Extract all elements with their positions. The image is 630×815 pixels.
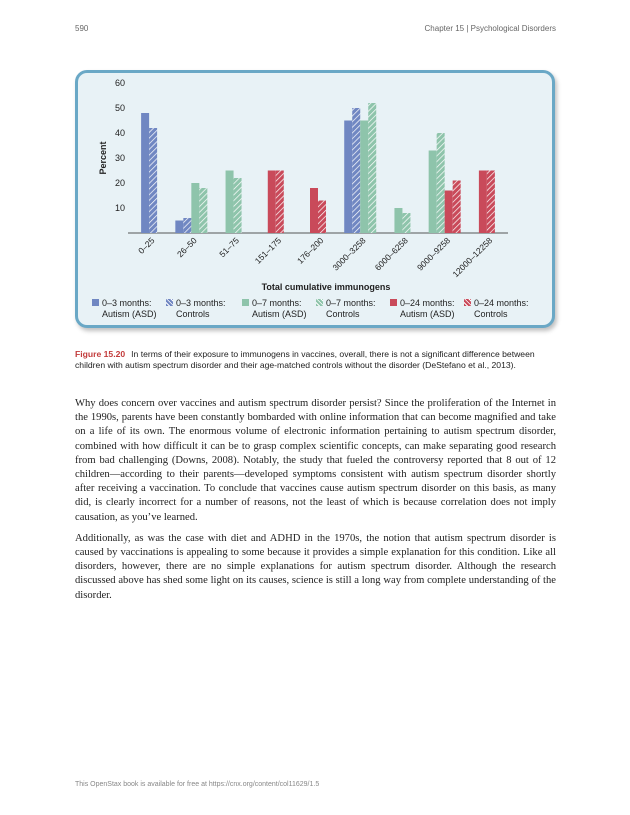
legend-label-line1: 0–7 months: — [252, 298, 302, 308]
legend-label-line2: Autism (ASD) — [102, 309, 157, 319]
legend-swatch — [242, 299, 249, 306]
bar-4-5 — [318, 201, 326, 234]
page-number: 590 — [75, 24, 89, 33]
y-tick-label: 40 — [114, 128, 125, 138]
bar-7-3 — [437, 133, 445, 233]
bar-5-1 — [352, 108, 360, 233]
bar-5-2 — [360, 121, 368, 234]
x-tick-label: 3000–3258 — [330, 235, 368, 273]
bar-6-2 — [394, 208, 402, 233]
x-tick-label: 9000–9258 — [414, 235, 453, 273]
legend-swatch — [390, 299, 397, 306]
legend-label-line1: 0–24 months: — [474, 298, 529, 308]
bar-2-3 — [234, 178, 242, 233]
bar-2-2 — [226, 171, 234, 234]
legend-label-line2: Autism (ASD) — [400, 309, 455, 319]
figure-panel — [75, 70, 555, 328]
legend-label-line2: Autism (ASD) — [252, 309, 307, 319]
legend-label-line1: 0–3 months: — [102, 298, 152, 308]
y-tick-label: 30 — [114, 153, 125, 163]
body-paragraph: Additionally, as was the case with diet and ADHD in the 1970s, the notion that autism spectrum disorder is caused by vaccinations is appealing to some because it provides a simple explanation for this condition. Like all disorders, however, there are no simple explanations for autism spectrum disorder. Although the research discussed above has shed some light on its causes, science is still a long way from complete understanding of the disorder. — [75, 532, 556, 601]
legend-item — [390, 298, 470, 320]
y-tick-label: 50 — [114, 103, 125, 113]
x-tick-label: 0–25 — [136, 235, 157, 256]
legend-label-line2: Controls — [326, 309, 360, 319]
legend-item — [92, 298, 172, 320]
legend-item — [242, 298, 322, 320]
legend-label-line1: 0–7 months: — [326, 298, 376, 308]
x-axis-label: Total cumulative immunogens — [261, 282, 391, 292]
legend-label-line2: Controls — [176, 309, 210, 319]
bar-3-4 — [268, 171, 276, 234]
y-axis-label: Percent — [98, 141, 108, 175]
bar-5-0 — [344, 121, 352, 234]
legend-label-line1: 0–24 months: — [400, 298, 455, 308]
body-text — [75, 397, 556, 610]
page-footer: This OpenStax book is available for free at https://cnx.org/content/col11629/1.5 — [75, 781, 320, 788]
chapter-title: Chapter 15 | Psychological Disorders — [424, 24, 556, 33]
bar-0-1 — [149, 128, 157, 233]
x-tick-label: 12000–12258 — [450, 235, 495, 280]
legend-item — [464, 298, 544, 320]
legend-label-line2: Controls — [474, 309, 508, 319]
x-tick-label: 6000–6258 — [372, 235, 410, 273]
bar-1-3 — [199, 188, 207, 233]
bar-7-5 — [453, 181, 461, 234]
legend-item — [316, 298, 396, 320]
y-tick-label: 10 — [114, 203, 125, 213]
bar-7-2 — [429, 151, 437, 234]
legend-swatch — [92, 299, 99, 306]
figure-number: Figure 15.20 — [75, 349, 126, 359]
bar-0-0 — [141, 113, 149, 233]
legend-item — [166, 298, 246, 320]
caption-text: In terms of their exposure to immunogens in vaccines, overall, there is not a significant difference between children with autism spectrum disorder and their age-matched controls without the disorder (DeStefano et al., 2013). — [75, 349, 535, 370]
x-tick-label: 51–75 — [217, 235, 241, 260]
bar-8-5 — [487, 171, 495, 234]
y-tick-label: 60 — [114, 78, 125, 88]
bar-1-0 — [175, 221, 183, 234]
x-tick-label: 176–200 — [294, 235, 326, 266]
bar-3-5 — [276, 171, 284, 234]
bar-1-2 — [191, 183, 199, 233]
legend-swatch — [464, 299, 471, 306]
y-tick-label: 20 — [114, 178, 125, 188]
legend-swatch — [166, 299, 173, 306]
figure-caption — [75, 349, 555, 371]
body-paragraph: Why does concern over vaccines and autism spectrum disorder persist? Since the proliferation of the Internet in the 1990s, parents have been constantly bombarded with online information that can become magnified and take on a life of its own. The enormous volume of electronic information pertaining to autism spectrum disorder, combined with how difficult it can be to grasp complex scientific concepts, can make separating good research from bad challenging (Downs, 2008). Notably, the study that fueled the controversy reported that 8 out of 12 children—according to their parents—developed symptoms consistent with autism spectrum disorder shortly after receiving a vaccination. To conclude that vaccines cause autism spectrum disorder on this basis, as many did, is clearly incorrect for a number of reasons, not the least of which is because correlation does not imply causation, as you’ve learned. — [75, 398, 556, 523]
bar-1-1 — [183, 218, 191, 233]
bar-chart — [78, 73, 552, 295]
legend-swatch — [316, 299, 323, 306]
x-tick-label: 151–175 — [252, 235, 284, 266]
bar-5-3 — [368, 103, 376, 233]
bar-4-4 — [310, 188, 318, 233]
bar-7-4 — [445, 191, 453, 234]
bar-8-4 — [479, 171, 487, 234]
x-tick-label: 26–50 — [174, 235, 199, 260]
legend-label-line1: 0–3 months: — [176, 298, 226, 308]
bar-6-3 — [402, 213, 410, 233]
